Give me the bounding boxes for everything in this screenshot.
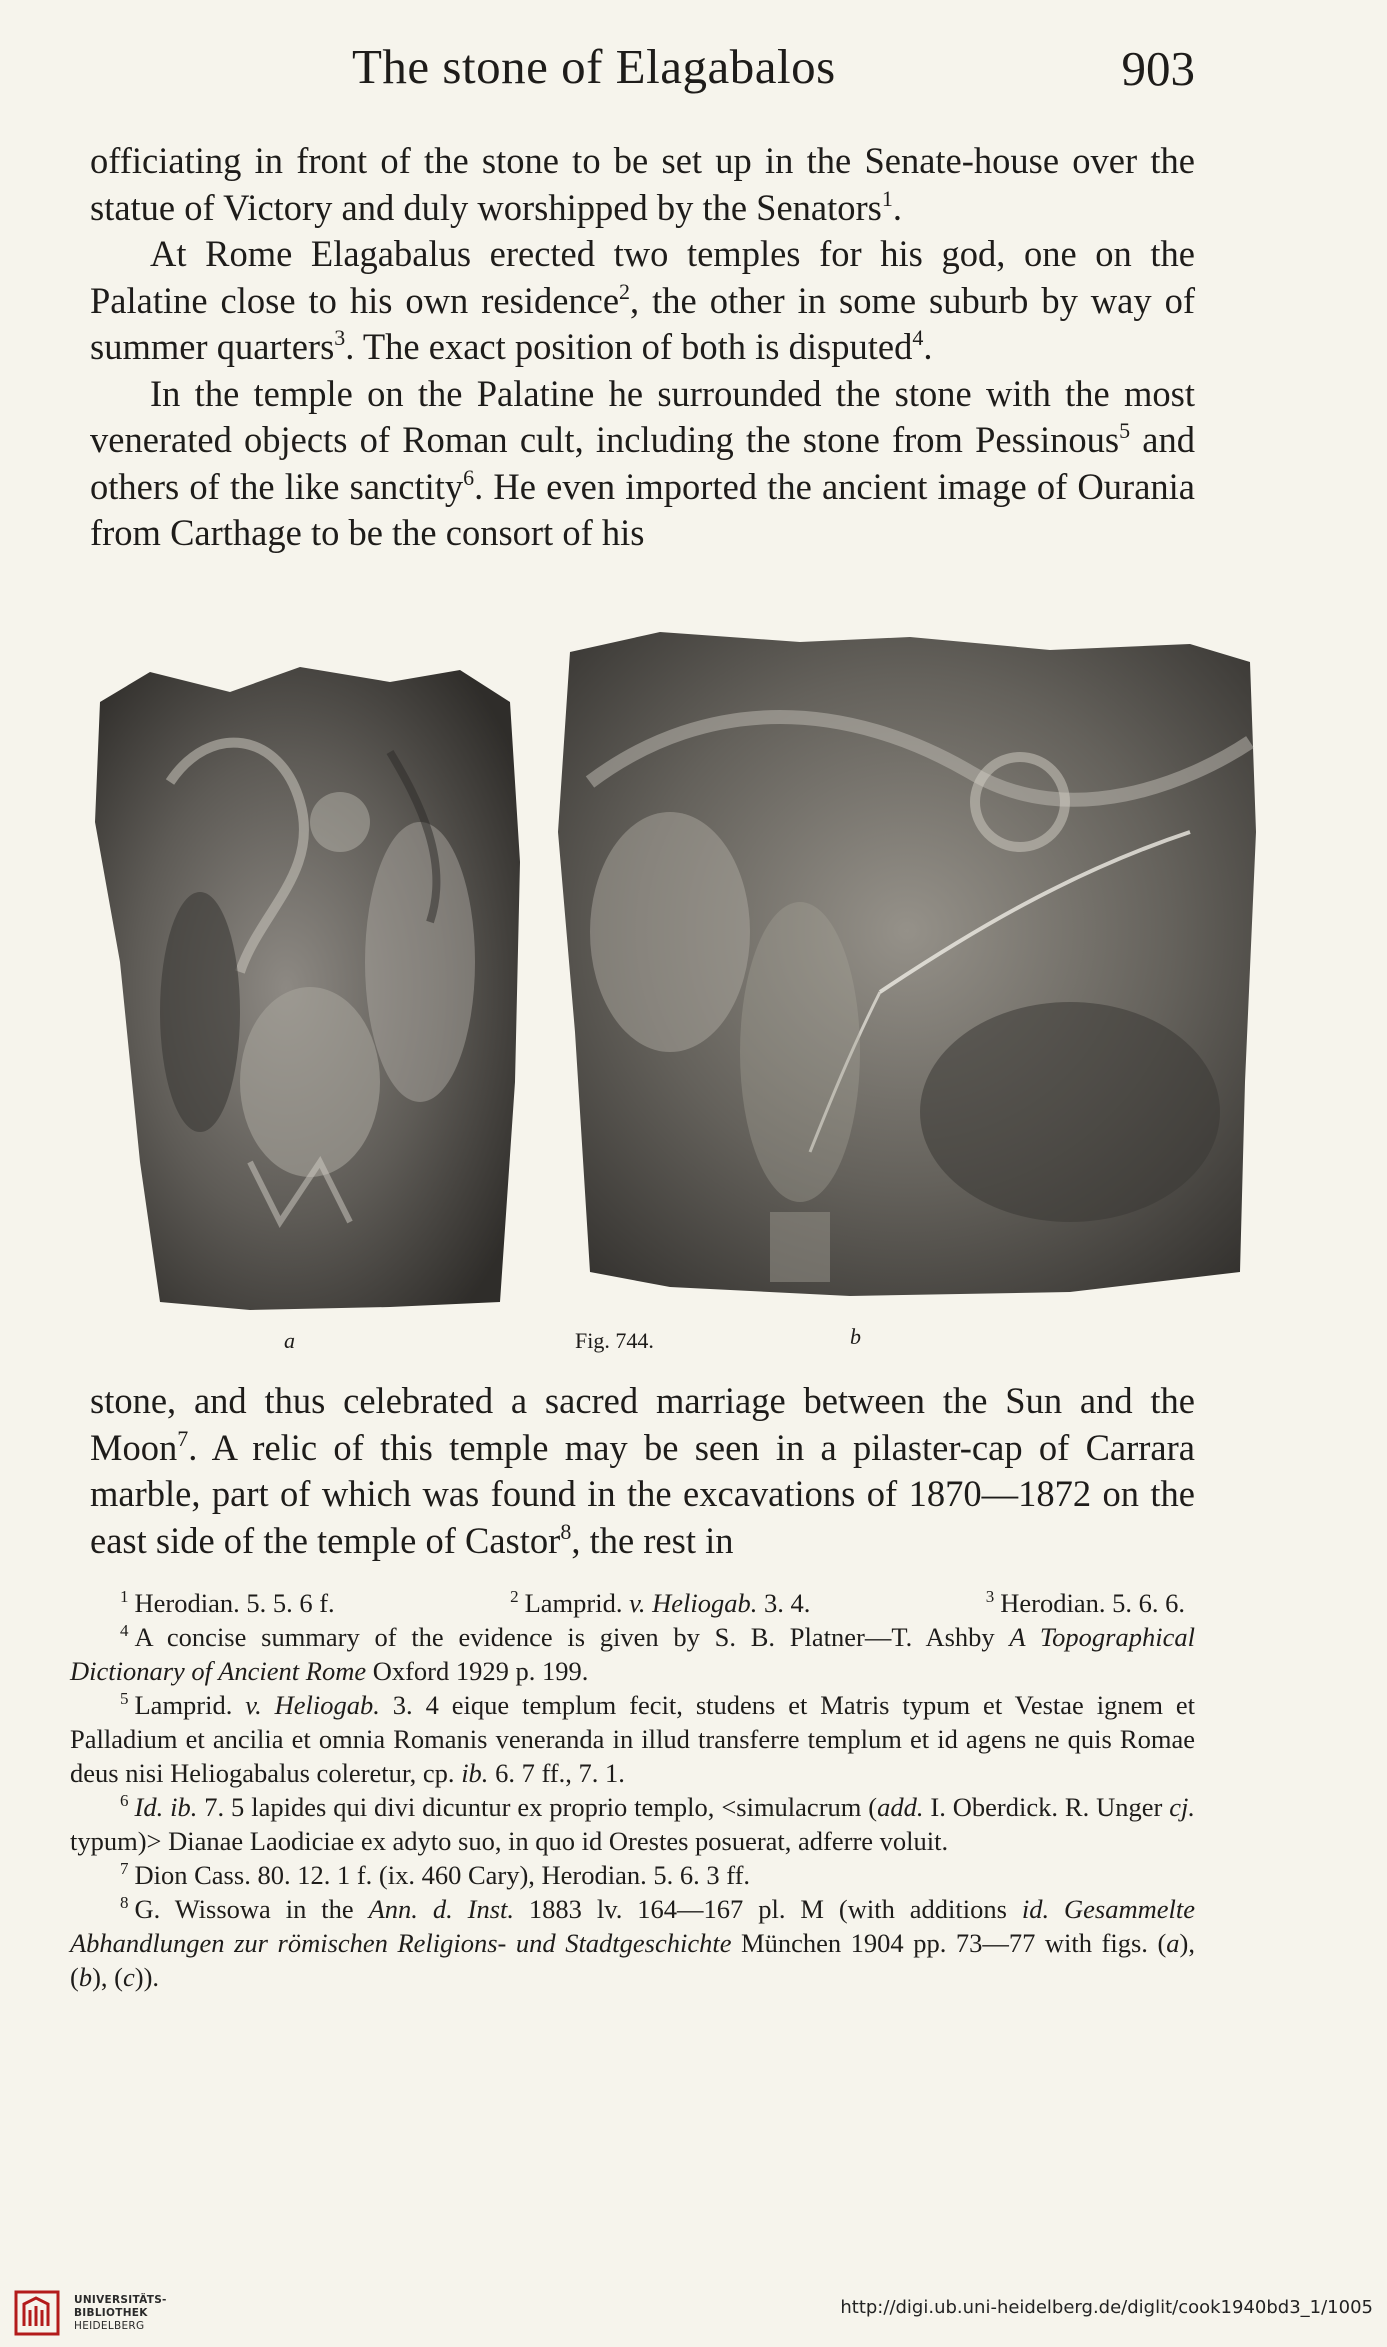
footnote-3: $^3$ Herodian. 5. 6. 6. xyxy=(985,1587,1185,1618)
paragraph-1: officiating in front of the stone to be set up in the Senate-house over the statue of Victory and duly worshipped by the Senators$^1$. xyxy=(90,140,1195,228)
footnote-ref-4[interactable]: 4 xyxy=(912,325,924,350)
footnote-ref-1[interactable]: 1 xyxy=(881,185,893,211)
footnote-1: $^1$ Herodian. 5. 5. 6 f. xyxy=(120,1587,335,1618)
footnote-5: $^5$ Lamprid. v. Heliogab. 3. 4 eique templum fecit, studens et Matris typum et Vestae ignem et Palladium et ancilia et omnia Romanis veneranda in illud transferre templum et id agens ne quis Romae deus nisi Heliogabalus coleretur, cp. ib. 6. 7 ff., 7. 1. xyxy=(70,1689,1195,1788)
footnote-ref-8[interactable]: 8 xyxy=(560,1518,572,1544)
library-seal-icon xyxy=(14,2290,60,2336)
footnote-4: $^4$ A concise summary of the evidence is given by S. B. Platner—T. Ashby A Topographical Dictionary of Ancient Rome Oxford 1929 p. 199. xyxy=(70,1621,1195,1686)
footnote-7: $^7$ Dion Cass. 80. 12. 1 f. (ix. 460 Cary), Herodian. 5. 6. 3 ff. xyxy=(120,1859,751,1890)
footnote-ref-2[interactable]: 2 xyxy=(619,278,631,304)
paragraph-2: At Rome Elagabalus erected two temples for his god, one on the Palatine close to his own residence$^2$, the other in some suburb by way of summer quarters$^3$. The exact position of both is disputed$^4$. xyxy=(90,233,1195,367)
figure-caption xyxy=(90,1324,1195,1358)
footnotes xyxy=(70,1586,1195,1994)
footnote-ref-3[interactable]: 3 xyxy=(334,325,346,350)
footnote-ref-7[interactable]: 7 xyxy=(177,1425,189,1451)
body-text-bottom xyxy=(90,1378,1195,1564)
footnote-ref-6[interactable]: 6 xyxy=(463,464,475,490)
figure-number: Fig. 744. xyxy=(575,1328,654,1353)
footnotes-1-3 xyxy=(70,1586,1195,1620)
paragraph-3: In the temple on the Palatine he surrounded the stone with the most venerated objects of Roman cult, including the stone from Pessinous$^5$ and others of the like sanctity$^6$. He even imported the ancient image of Ourania from Carthage to be the consort of his xyxy=(90,372,1195,553)
figure-label-b: b xyxy=(850,1324,861,1349)
library-logo[interactable] xyxy=(14,2290,194,2338)
footnote-6: $^6$ Id. ib. 7. 5 lapides qui divi dicuntur ex proprio templo, <simulacrum (add. I. Oberdick. R. Unger cj. typum)> Dianae Laodiciae ex adyto suo, in quo id Orestes posuerat, adferre voluit. xyxy=(70,1791,1196,1856)
plate-a-photo xyxy=(90,662,522,1312)
body-text-top xyxy=(90,138,1195,557)
paragraph-4: stone, and thus celebrated a sacred marriage between the Sun and the Moon$^7$. A relic of this temple may be seen in a pilaster-cap of Carrara marble, part of which was found in the excavations of 1870—1872 on the east side of the temple of Castor$^8$, the rest in xyxy=(90,1380,1195,1561)
figure-label-a: a xyxy=(284,1328,295,1353)
page-title: The stone of Elagabalos xyxy=(352,39,836,94)
source-url-link[interactable]: http://digi.ub.uni-heidelberg.de/diglit/cook1940bd3_1/1005 xyxy=(840,2297,1373,2318)
page-number: 903 xyxy=(1121,41,1195,96)
footnote-ref-5[interactable]: 5 xyxy=(1119,418,1131,443)
footnote-8: $^8$ G. Wissowa in the Ann. d. Inst. 1883 lv. 164—167 pl. M (with additions id. Gesammelte Abhandlungen zur römischen Religions- und Stadtgeschichte München 1904 pp. 73—77 with figs. (a), (b), (c)). xyxy=(70,1893,1195,1992)
figure-744 xyxy=(88,632,1198,1322)
plate-b-photo xyxy=(550,632,1262,1300)
footnote-2: $^2$ Lamprid. v. Heliogab. 3. 4. xyxy=(510,1587,811,1618)
library-name: UNIVERSITÄTS- BIBLIOTHEK HEIDELBERG xyxy=(74,2294,167,2332)
running-head xyxy=(90,38,1195,108)
